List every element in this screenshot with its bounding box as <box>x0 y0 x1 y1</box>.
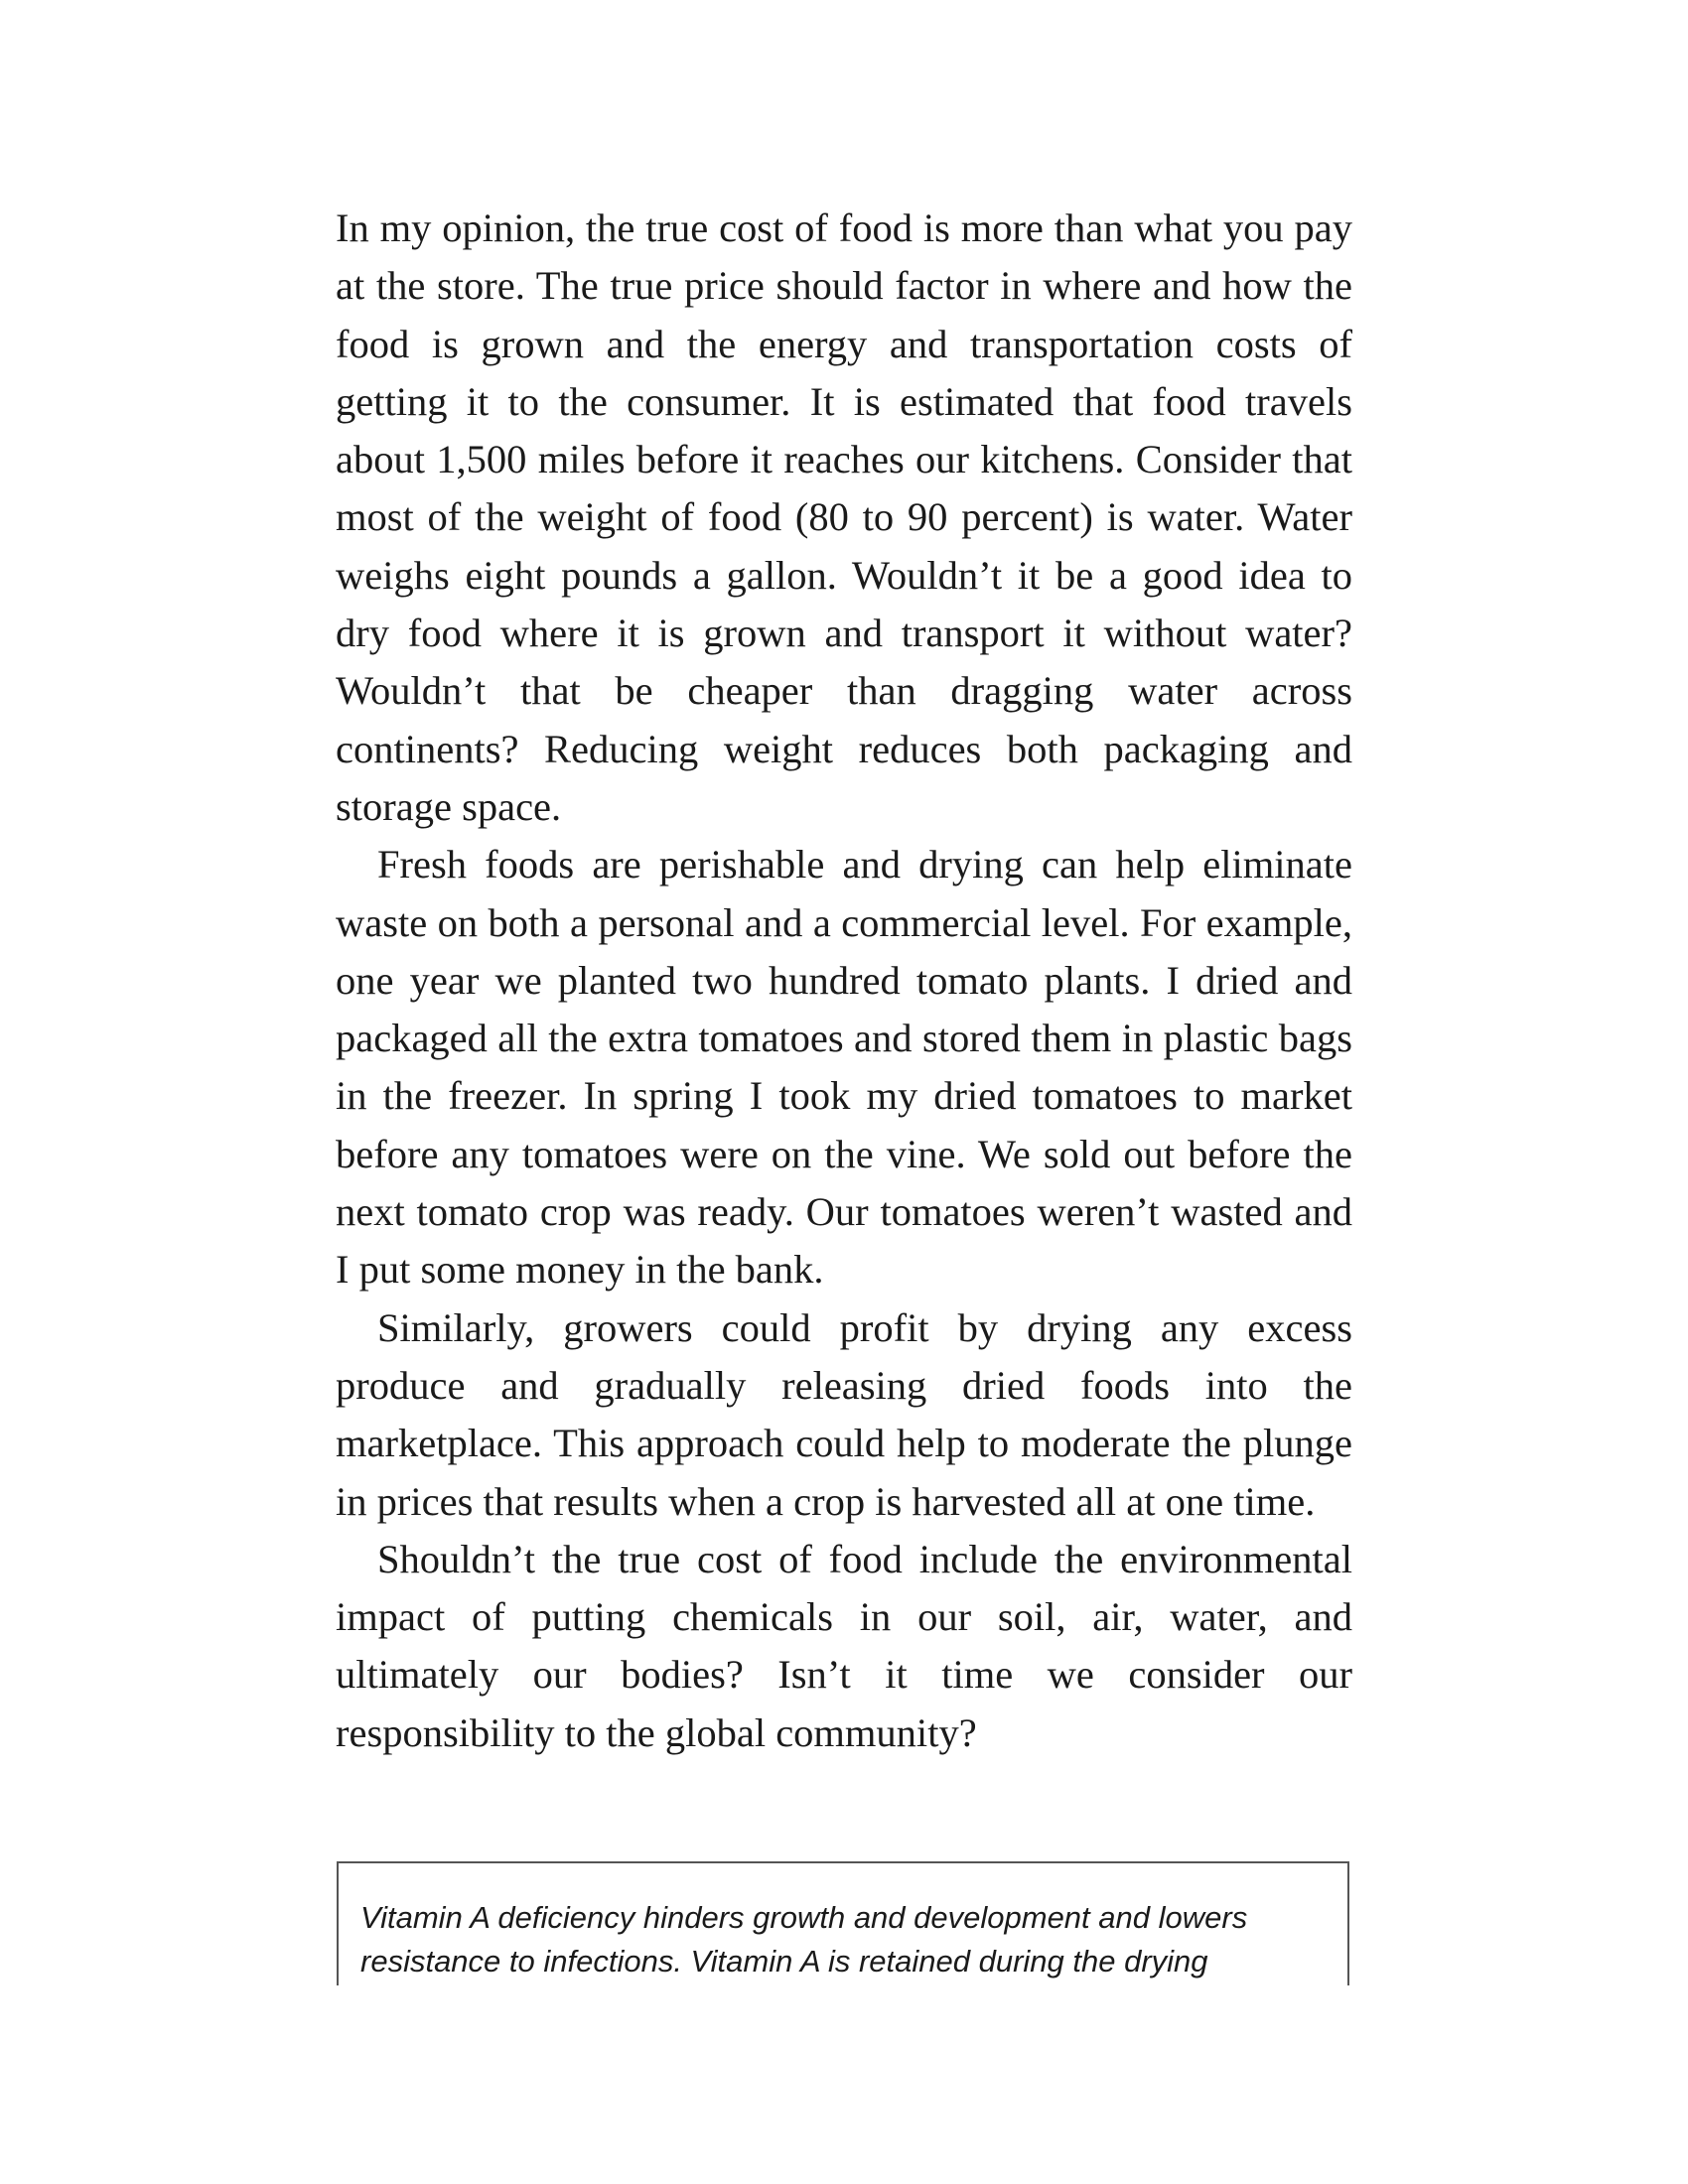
paragraph-perishable-foods: Fresh foods are perishable and drying can help eliminate waste on both a personal and a commercial level. For example, one year we planted two hundred tomato plants. I dried and packaged all the extra tomatoes and stored them in plastic bags in the freezer. In spring I took my dried tomatoes to market before any tomatoes were on the vine. We sold out before the next tomato crop was ready. Our tomatoes weren’t wasted and I put some money in the bank. <box>336 842 1352 1293</box>
body-text <box>336 200 1352 1762</box>
sidebar-text: Vitamin A deficiency hinders growth and development and lowers resistance to infections. Vitamin A is retained during the drying <box>360 1900 1248 1979</box>
paragraph-environmental-impact: Shouldn’t the true cost of food include the environmental impact of putting chemicals in our soil, air, water, and ultimately our bodies? Isn’t it time we consider our responsibility to the global community? <box>336 1536 1352 1755</box>
paragraph-growers-profit: Similarly, growers could profit by drying any excess produce and gradually releasing dried foods into the marketplace. This approach could help to moderate the plunge in prices that results when a crop is harvested all at one time. <box>336 1304 1352 1524</box>
vitamin-a-sidebar-box <box>337 1861 1349 1985</box>
paragraph-true-cost: In my opinion, the true cost of food is more than what you pay at the store. The true price should factor in where and how the food is grown and the energy and transportation costs of getting it to the consumer. It is estimated that food travels about 1,500 miles before it reaches our kitchens. Consider that most of the weight of food (80 to 90 percent) is water. Water weighs eight pounds a gallon. Wouldn’t it be a good idea to dry food where it is grown and transport it without water? Wouldn’t that be cheaper than dragging water across continents? Reducing weight reduces both packaging and storage space. <box>336 205 1352 829</box>
